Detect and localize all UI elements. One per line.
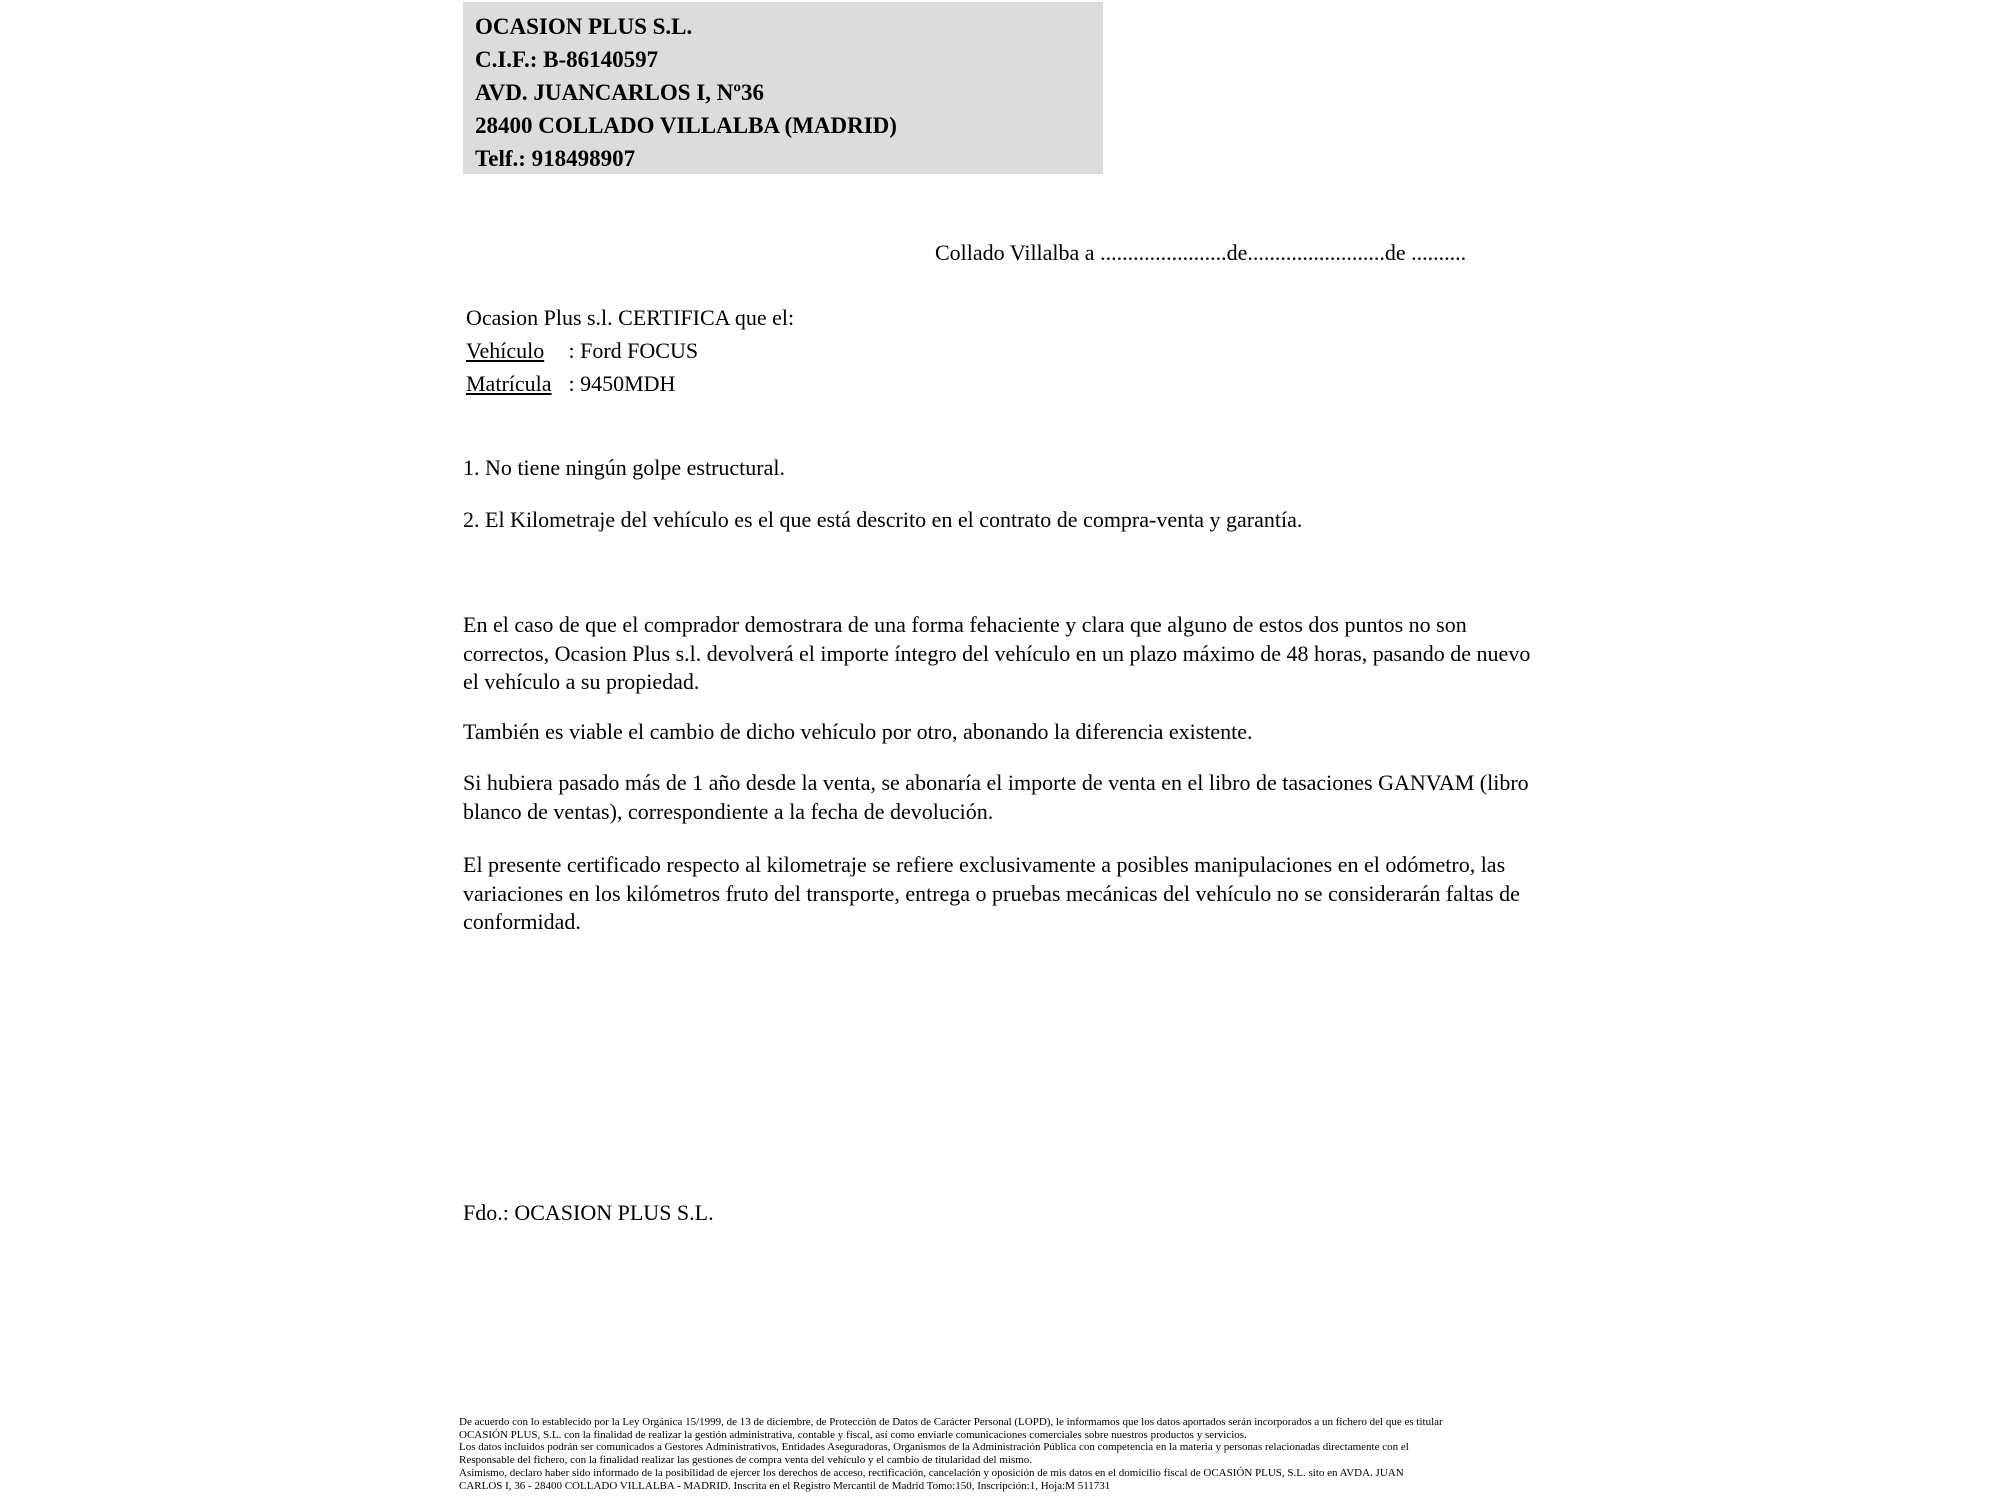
- plate-label: Matrícula: [466, 371, 552, 396]
- company-name: OCASION PLUS S.L.: [475, 14, 693, 39]
- company-header-box: [463, 2, 1103, 174]
- plate-value: : 9450MDH: [568, 371, 676, 396]
- refund-paragraph: En el caso de que el comprador demostrara de una forma fehaciente y clara que alguno de estos dos puntos no son correctos, Ocasion Plus s.l. devolverá el importe íntegro del vehículo en un plazo máximo de 48 horas, pasando de nuevo el vehículo a su propiedad.: [463, 612, 1531, 694]
- company-city: 28400 COLLADO VILLALBA (MADRID): [475, 113, 897, 138]
- legal-footer: [459, 1416, 1443, 1492]
- vehicle-value: : Ford FOCUS: [568, 338, 699, 363]
- certified-point-1: 1. No tiene ningún golpe estructural.: [463, 455, 785, 480]
- company-phone: Telf.: 918498907: [475, 146, 636, 171]
- certification-intro: Ocasion Plus s.l. CERTIFICA que el:: [466, 305, 795, 330]
- plate-row: [466, 367, 794, 400]
- legal-footer-line: Asimismo, declaro haber sido informado de la posibilidad de ejercer los derechos de acceso, rectificación, cancelación y oposición de mis datos en el domicilio fiscal de OCASIÓN PLUS, S.L. sito en AVDA. JUAN: [459, 1466, 1404, 1479]
- certification-block: [466, 301, 794, 400]
- vehicle-row: [466, 334, 794, 367]
- legal-footer-line: OCASIÓN PLUS, S.L. con la finalidad de realizar la gestión administrativa, contable y fiscal, así como enviarle comunicaciones comerciales sobre nuestros productos y servicios.: [459, 1428, 1247, 1441]
- odometer-paragraph: El presente certificado respecto al kilometraje se refiere exclusivamente a posibles manipulaciones en el odómetro, las variaciones en los kilómetros fruto del transporte, entrega o pruebas mecánicas del vehículo no se considerarán faltas de conformidad.: [463, 852, 1520, 934]
- legal-footer-line: De acuerdo con lo establecido por la Ley Orgánica 15/1999, de 13 de diciembre, de Protección de Datos de Carácter Personal (LOPD), le informamos que los datos aportados serán incorporados a un fichero del que es titular: [459, 1416, 1443, 1428]
- company-cif: C.I.F.: B-86140597: [475, 47, 659, 72]
- company-address: AVD. JUANCARLOS I, Nº36: [475, 80, 764, 105]
- ganvam-paragraph: Si hubiera pasado más de 1 año desde la venta, se abonaría el importe de venta en el libro de tasaciones GANVAM (libro blanco de ventas), correspondiente a la fecha de devolución.: [463, 770, 1529, 824]
- vehicle-label: Vehículo: [466, 338, 545, 363]
- exchange-paragraph: También es viable el cambio de dicho vehículo por otro, abonando la diferencia existente.: [463, 719, 1253, 744]
- legal-footer-line: CARLOS I, 36 - 28400 COLLADO VILLALBA - MADRID. Inscrita en el Registro Mercantil de Madrid Tomo:150, Inscripción:1, Hoja:M 511731: [459, 1479, 1111, 1492]
- legal-footer-line: Los datos incluidos podrán ser comunicados a Gestores Administrativos, Entidades Aseguradoras, Organismos de la Administración Pública con competencia en la materia y personas relacionadas directamente con el: [459, 1441, 1409, 1454]
- certified-point-2: 2. El Kilometraje del vehículo es el que está descrito en el contrato de compra-venta y garantía.: [463, 507, 1303, 532]
- legal-footer-line: Responsable del fichero, con la finalidad realizar las gestiones de compra venta del vehículo y el cambio de titularidad del mismo.: [459, 1454, 1033, 1467]
- date-fill-in-line: Collado Villalba a .......................de.........................de ..........: [935, 240, 1467, 265]
- signature-line: Fdo.: OCASION PLUS S.L.: [463, 1200, 714, 1225]
